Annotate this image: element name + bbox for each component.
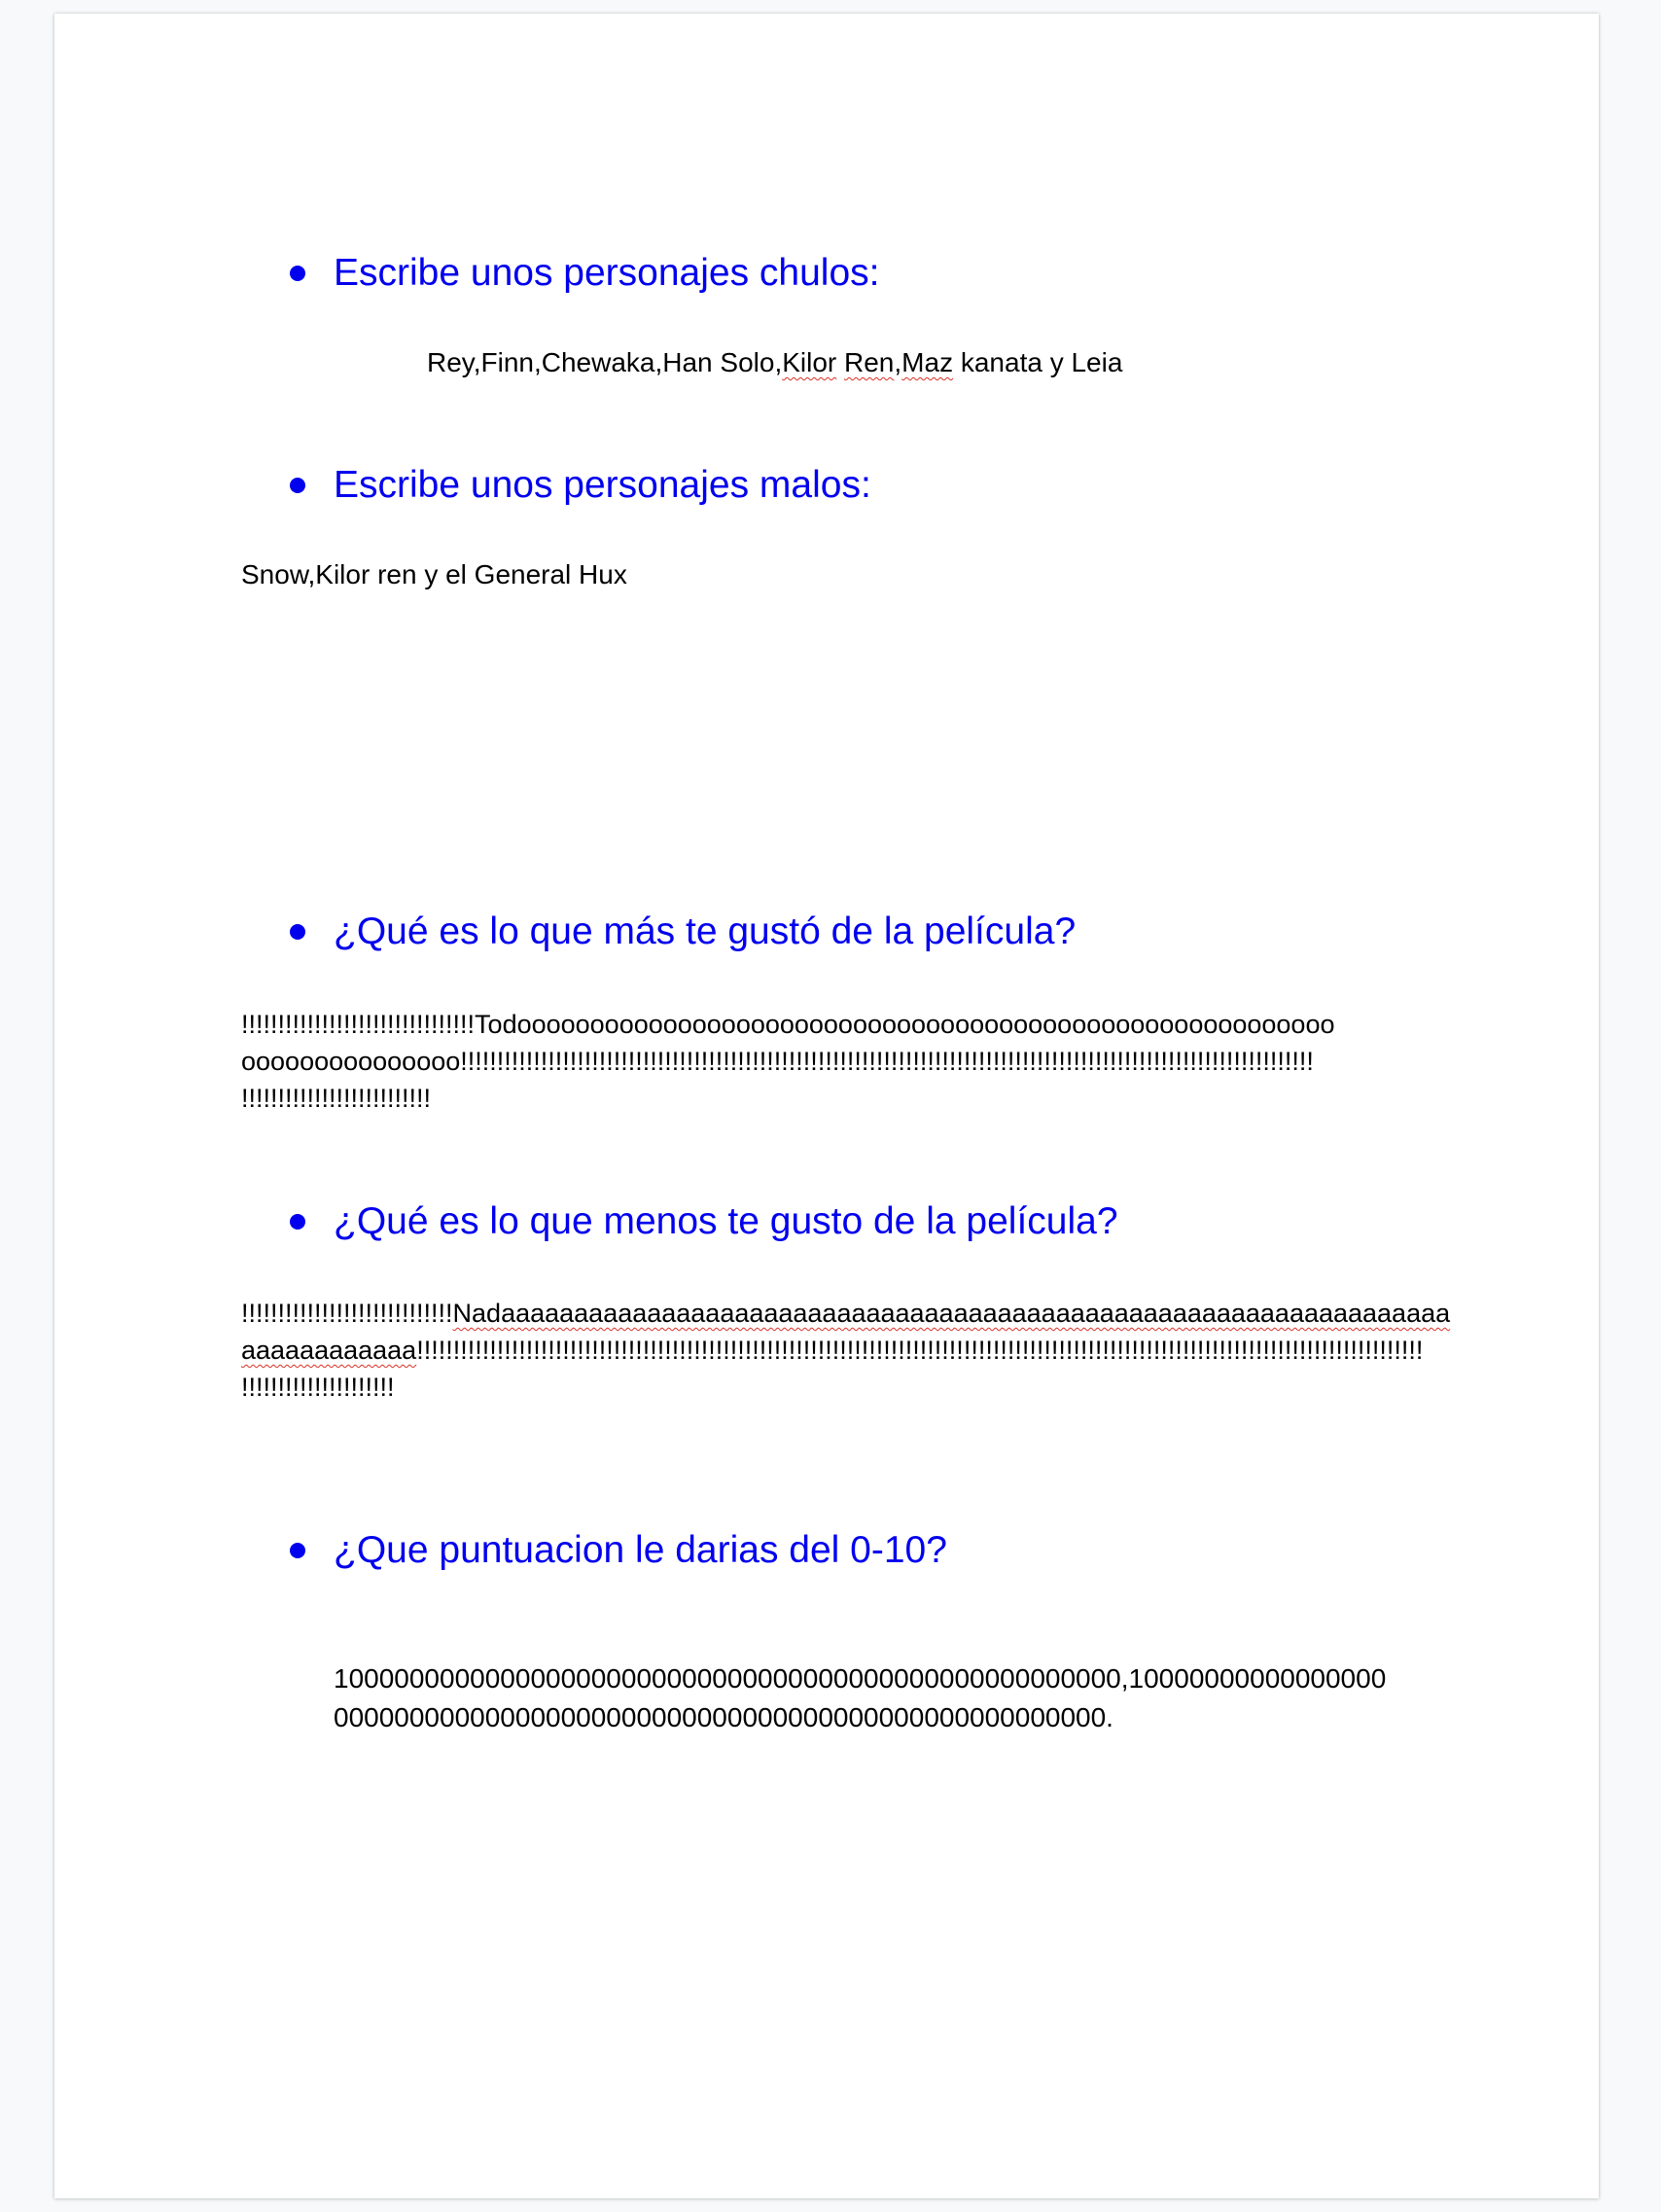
answer-line: aaaaaaaaaaaa!!!!!!!!!!!!!!!!!!!!!!!!!!!!!!!!!!!!!!!!!!!!!!!!!!!!!!!!!!!!!!!!!!!!!!!!!!!!!!!!!!!!!!!!!!!!!!!!!!!!!!!!!!!!!!!!!!!!!!!!!!!!!!!!!!!!!!!!!!	[241, 1336, 1424, 1365]
answer-line: !!!!!!!!!!!!!!!!!!!!!!!!!!!!!Nadaaaaaaaaaaaaaaaaaaaaaaaaaaaaaaaaaaaaaaaaaaaaaaaaaaaaaaaaaaaaaaaaa	[241, 1299, 1451, 1328]
answer-line: !!!!!!!!!!!!!!!!!!!!!	[241, 1373, 395, 1402]
answer-text: Snow,Kilor ren y el General Hux	[241, 559, 627, 589]
misspelled-word: Kilor	[782, 347, 837, 377]
bullet-icon	[290, 924, 305, 940]
answer-line: 000000000000000000000000000000000000000000000000000.	[334, 1702, 1113, 1732]
bullet-icon	[290, 1214, 305, 1230]
bullet-icon	[290, 266, 305, 281]
document-page	[54, 14, 1599, 2198]
answer-line: !!!!!!!!!!!!!!!!!!!!!!!!!!	[241, 1084, 432, 1113]
answer-line: ooooooooooooooo!!!!!!!!!!!!!!!!!!!!!!!!!!!!!!!!!!!!!!!!!!!!!!!!!!!!!!!!!!!!!!!!!!!!!!!!!!!!!!!!!!!!!!!!!!!!!!!!!!!!!!!!!!!!!!!!!!!!!	[241, 1047, 1314, 1076]
misspelled-word: Ren	[844, 347, 895, 377]
bullet-icon	[290, 478, 305, 493]
section-heading: Escribe unos personajes malos:	[334, 464, 871, 506]
section-heading: Escribe unos personajes chulos:	[334, 252, 880, 294]
section-heading: ¿Qué es lo que menos te gusto de la película?	[334, 1200, 1118, 1242]
answer-text: Rey,Finn,Chewaka,Han Solo,Kilor Ren,Maz kanata y Leia	[427, 347, 1123, 377]
answer-line: 1000000000000000000000000000000000000000000000000000,10000000000000000	[334, 1663, 1387, 1694]
misspelled-word: Nadaaaaaaaaaaaaaaaaaaaaaaaaaaaaaaaaaaaaaaaaaaaaaaaaaaaaaaaaaaaaaaaaa	[452, 1299, 1451, 1328]
answer-line: !!!!!!!!!!!!!!!!!!!!!!!!!!!!!!!!Todoooooooooooooooooooooooooooooooooooooooooooooooooooooooo	[241, 1010, 1335, 1039]
misspelled-word: Maz	[901, 347, 954, 377]
section-heading: ¿Qué es lo que más te gustó de la película?	[334, 910, 1077, 952]
bullet-icon	[290, 1543, 305, 1558]
section-heading: ¿Que puntuacion le darias del 0-10?	[334, 1529, 947, 1571]
misspelled-word: aaaaaaaaaaaa	[241, 1336, 417, 1365]
